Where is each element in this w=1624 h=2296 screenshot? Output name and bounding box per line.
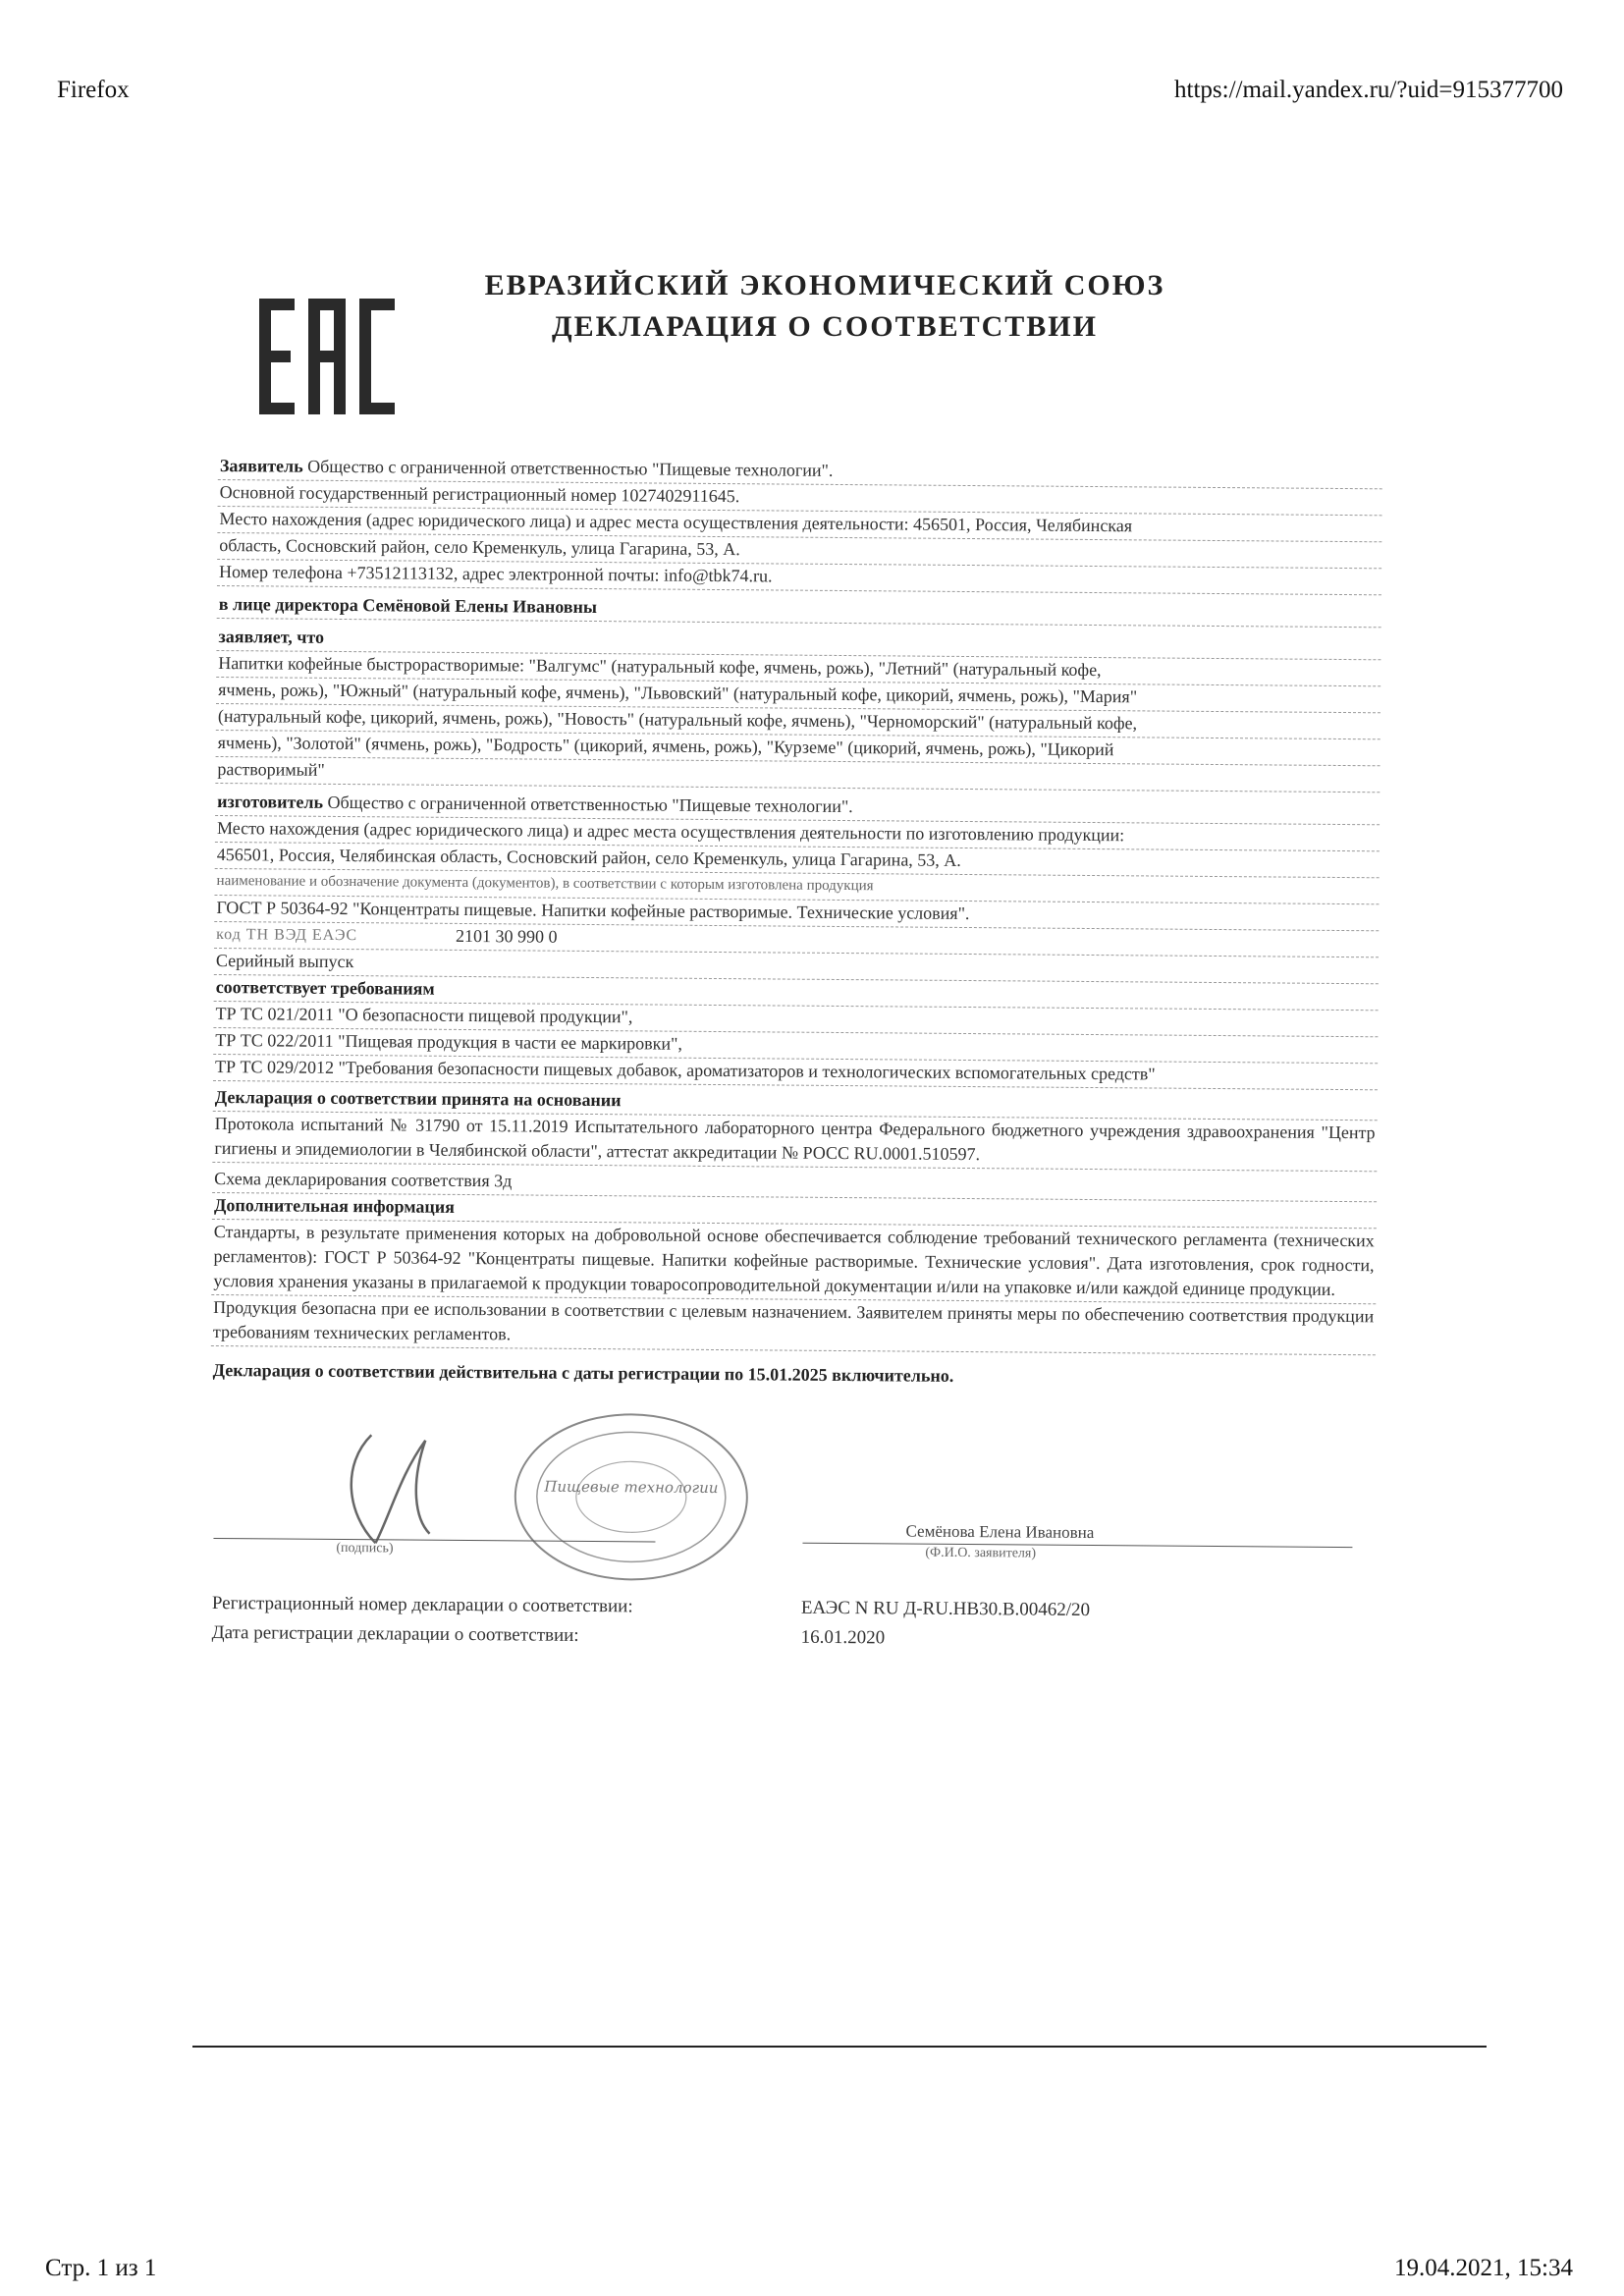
applicant-label: Заявитель	[219, 456, 303, 476]
reg-date-value: 16.01.2020	[800, 1626, 886, 1649]
page-counter: Стр. 1 из 1	[45, 2255, 157, 2281]
title-line-2: ДЕКЛАРАЦИЯ О СООТВЕТСТВИИ	[552, 310, 1098, 343]
product-line-5: растворимый"	[215, 757, 1380, 793]
declaration-body	[211, 454, 1382, 1393]
signer-name: Семёнова Елена Ивановна	[905, 1521, 1095, 1543]
browser-app-name: Firefox	[57, 77, 130, 103]
production-type: Серийный выпуск	[214, 949, 1379, 984]
regulation-1: ТР ТС 021/2011 "О безопасности пищевой продукции",	[213, 1002, 1378, 1037]
registration-block	[212, 1589, 1194, 1656]
standard-line: ГОСТ Р 50364-92 "Концентраты пищевые. Напитки кофейные растворимые. Технические условия".	[214, 896, 1379, 931]
basis-label: Декларация о соответствии принята на основании	[213, 1085, 1378, 1121]
complies-label: соответствует требованиям	[214, 975, 1379, 1011]
additional-label: Дополнительная информация	[212, 1193, 1377, 1229]
scheme-line: Схема декларирования соответствия 3д	[212, 1167, 1377, 1202]
additional-text: Стандарты, в результате применения которых на добровольной основе обеспечивается соблюдение требований технического регламента (технических регламентов): ГОСТ Р 50364-92 "Концентраты пищевые. Напитки кофейные растворимые. Технические условия". Дата изготовления, срок годности, условия хранения указаны в прилагаемой к продукции товаросопроводительной документации и/или на упаковке и/или каждой единице продукции.	[211, 1220, 1377, 1304]
production-address-line-1: Место нахождения (адрес юридического лица) и адрес места осуществления деятельности по изготовлению продукции:	[215, 816, 1380, 851]
handwritten-signature	[331, 1425, 440, 1554]
page-url[interactable]: https://mail.yandex.ru/?uid=915377700	[1174, 77, 1563, 103]
applicant-name: Общество с ограниченной ответственностью "Пищевые технологии".	[307, 456, 834, 480]
basis-text: Протокола испытаний № 31790 от 15.11.2019 Испытательного лабораторного центра Федерального бюджетного учреждения здравоохранения "Центр гигиены и эпидемиологии в Челябинской области", аттестат аккредитации № РОСС RU.0001.510597.	[212, 1112, 1377, 1172]
contacts-line: Номер телефона +73512113132, адрес электронной почты: info@tbk74.ru.	[217, 560, 1381, 595]
represented-by-line: в лице директора Семёновой Елены Ивановны	[217, 592, 1381, 628]
signature-caption: (подпись)	[336, 1540, 394, 1557]
address-line-1: Место нахождения (адрес юридического лица) и адрес места осуществления деятельности: 456501, Россия, Челябинская	[217, 507, 1381, 542]
tnved-code: 2101 30 990 0	[456, 925, 558, 947]
signer-line	[802, 1543, 1352, 1548]
address-line-2: область, Сосновский район, село Кременкуль, улица Гагарина, 53, А.	[217, 533, 1381, 569]
manufacturer-label: изготовитель	[217, 792, 324, 812]
document-title	[481, 265, 1168, 348]
reg-number-value: ЕАЭС N RU Д-RU.НВ30.В.00462/20	[800, 1597, 1091, 1621]
signer-caption: (Ф.И.О. заявителя)	[925, 1545, 1037, 1561]
doc-reference-caption: наименование и обозначение документа (документов), в соответствии с которым изготовлена продукция	[214, 869, 1379, 904]
product-line-1: Напитки кофейные быстрорастворимые: "Валгумс" (натуральный кофе, ячмень, рожь), "Летний" (натуральный кофе,	[216, 651, 1380, 686]
product-line-3: (натуральный кофе, цикорий, ячмень, рожь), "Новость" (натуральный кофе, ячмень), "Черноморский" (натуральный кофе,	[216, 704, 1380, 739]
print-datetime: 19.04.2021, 15:34	[1394, 2255, 1573, 2281]
regulation-2: ТР ТС 022/2011 "Пищевая продукция в части ее маркировки",	[213, 1028, 1378, 1064]
ogrn-line: Основной государственный регистрационный номер 1027402911645.	[218, 480, 1382, 516]
product-line-2: ячмень, рожь), "Южный" (натуральный кофе, ячмень), "Львовский" (натуральный кофе, цикорий, ячмень, рожь), "Мария"	[216, 678, 1380, 713]
production-address-line-2: 456501, Россия, Челябинская область, Сосновский район, село Кременкуль, улица Гагарина, 53, А.	[215, 843, 1380, 878]
seal-text: Пищевые технологии	[544, 1477, 719, 1498]
regulation-3: ТР ТС 029/2012 "Требования безопасности пищевых добавок, ароматизаторов и технологических вспомогательных средств"	[213, 1055, 1378, 1090]
product-line-4: ячмень), "Золотой" (ячмень, рожь), "Бодрость" (цикорий, ячмень, рожь), "Курземе" (цикорий, ячмень, рожь), "Цикорий	[216, 731, 1380, 766]
declares-label: заявляет, что	[216, 625, 1380, 660]
reg-date-label: Дата регистрации декларации о соответствии:	[211, 1621, 579, 1646]
manufacturer-name: Общество с ограниченной ответственностью "Пищевые технологии".	[327, 792, 853, 817]
company-seal	[508, 1408, 754, 1585]
page-bottom-rule	[192, 2046, 1487, 2048]
tnved-label: код ТН ВЭД ЕАЭС	[216, 926, 358, 945]
validity-line: Декларация о соответствии действительна с даты регистрации по 15.01.2025 включительно.	[212, 1359, 954, 1386]
reg-number-label: Регистрационный номер декларации о соответствии:	[211, 1592, 633, 1617]
safety-text: Продукция безопасна при ее использовании в соответствии с целевым назначением. Заявителем приняты меры по обеспечению соответствия продукции требованиям технических регламентов.	[211, 1295, 1376, 1355]
eac-logo	[259, 299, 395, 414]
title-line-1: ЕВРАЗИЙСКИЙ ЭКОНОМИЧЕСКИЙ СОЮЗ	[484, 269, 1165, 301]
